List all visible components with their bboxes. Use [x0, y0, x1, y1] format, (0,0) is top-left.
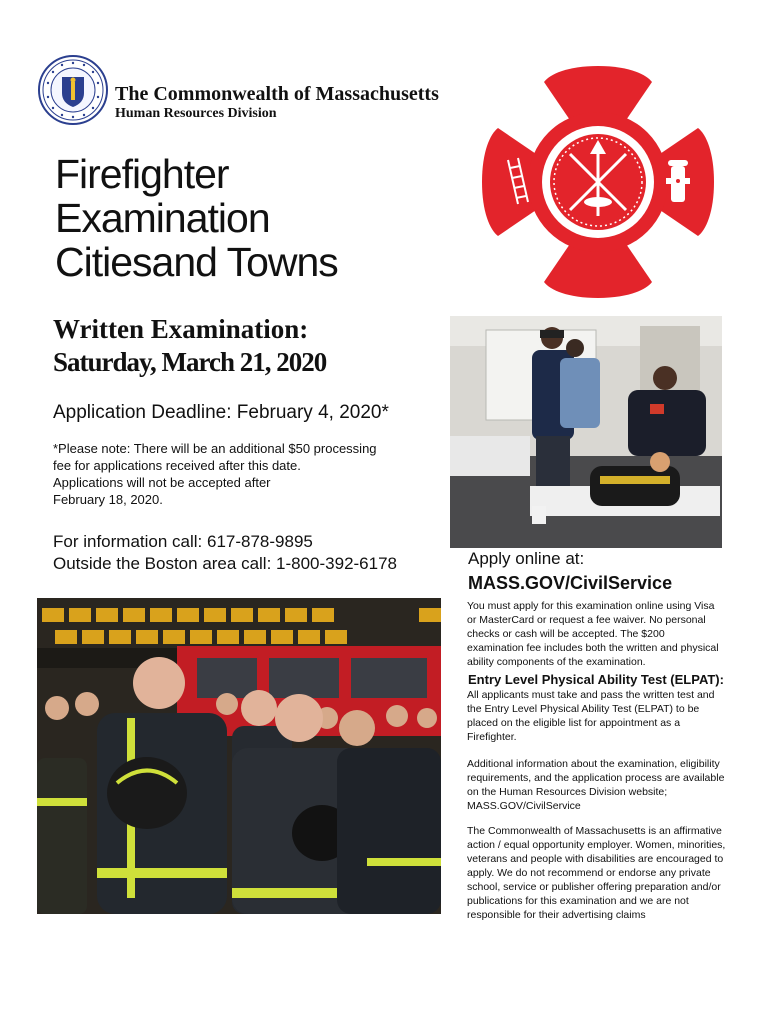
paragraph-line: All applicants must take and pass the written test and	[467, 689, 715, 701]
title-line-3: Citiesand Towns	[55, 239, 338, 285]
written-exam-heading: Written Examination:	[53, 314, 309, 344]
paragraph-line: the Entry Level Physical Ability Test (ELPAT) to be	[467, 703, 700, 715]
note-line: *Please note: There will be an additional $50 processing	[53, 441, 377, 456]
paragraph-line: checks or cash will be accepted. The $200	[467, 628, 665, 640]
written-exam	[53, 313, 326, 379]
firefighters-photo	[37, 598, 441, 914]
paragraph-line: publications for this examination and we are not	[467, 895, 689, 907]
commonwealth-seal-icon	[38, 55, 108, 125]
paragraph-line: action / equal opportunity employer. Women, minorities,	[467, 839, 726, 851]
division-name: Human Resources Division	[115, 106, 277, 121]
paragraph-line: The Commonwealth of Massachusetts is an affirmative	[467, 825, 722, 837]
paragraph-line: or MasterCard or request a fee waiver. No personal	[467, 614, 706, 626]
paragraph-line: You must apply for this examination online using Visa	[467, 600, 715, 612]
note-line: fee for applications received after this date.	[53, 458, 301, 473]
note-line: February 18, 2020.	[53, 492, 163, 507]
contact-info	[53, 531, 397, 575]
note-line: Applications will not be accepted after	[53, 475, 271, 490]
written-exam-date: Saturday, March 21, 2020	[53, 347, 327, 377]
apply-label: Apply online at:	[468, 549, 585, 568]
title-line-2: Examination	[55, 195, 270, 241]
paragraph-line: requirements, and the application process are available	[467, 772, 725, 784]
additional-info-paragraph	[467, 757, 737, 813]
title-line-1: Firefighter	[55, 151, 229, 197]
paragraph-line: MASS.GOV/CivilService	[467, 800, 581, 812]
paragraph-line: placed on the eligible list for appointment as a	[467, 717, 681, 729]
maltese-cross-icon	[478, 62, 718, 302]
info-phone: For information call: 617-878-9895	[53, 532, 313, 551]
paragraph-line: ability components of the examination.	[467, 656, 646, 668]
elpat-paragraph	[467, 688, 737, 744]
paragraph-line: Firefighter.	[467, 731, 517, 743]
page-title	[55, 152, 455, 284]
training-photo	[450, 316, 722, 548]
paragraph-line: Additional information about the examination, eligibility	[467, 758, 720, 770]
paragraph-line: examination fee includes both the written and physical	[467, 642, 719, 654]
eeo-paragraph	[467, 824, 737, 922]
paragraph-line: responsible for their advertising claims	[467, 909, 646, 921]
elpat-heading: Entry Level Physical Ability Test (ELPAT):	[468, 672, 724, 687]
late-fee-note	[53, 440, 413, 508]
apply-website-link[interactable]: MASS.GOV/CivilService	[468, 573, 673, 593]
paragraph-line: apply. We do not recommend or endorse any private	[467, 867, 711, 879]
org-name: The Commonwealth of Massachusetts	[115, 83, 439, 105]
paragraph-line: school, service or publisher offering preparation and/or	[467, 881, 721, 893]
application-deadline: Application Deadline: February 4, 2020*	[53, 402, 389, 423]
paragraph-line: on the Human Resources Division website;	[467, 786, 668, 798]
paragraph-line: veterans and people with disabilities are encouraged to	[467, 853, 724, 865]
payment-paragraph	[467, 599, 737, 669]
outside-boston-phone: Outside the Boston area call: 1-800-392-6178	[53, 554, 398, 573]
